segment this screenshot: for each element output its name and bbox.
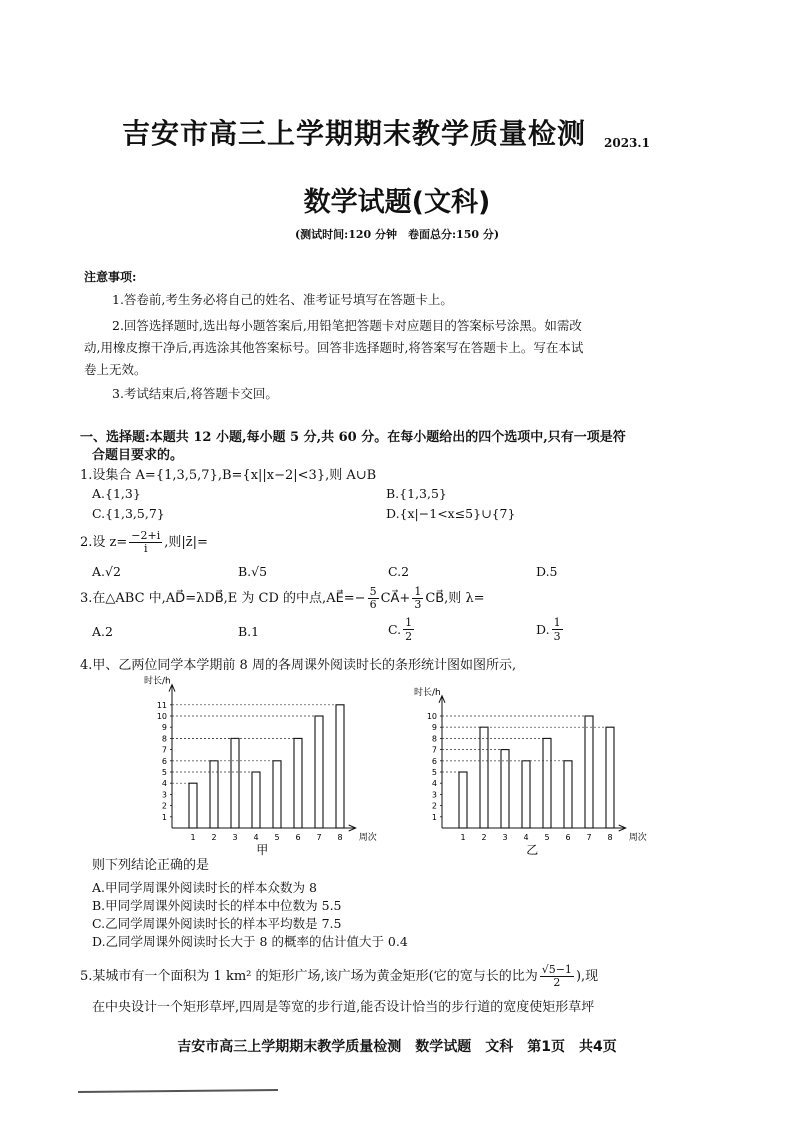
notes-item-2-cont: 动,用橡皮擦干净后,再选涂其他答案标号。回答非选择题时,将答案写在答题卡上。写在本试 — [84, 340, 584, 355]
chart-yi-x-tick-label: 6 — [565, 833, 571, 842]
q4-option-d: D.乙同学周课外阅读时长大于 8 的概率的估计值大于 0.4 — [92, 934, 408, 949]
chart-yi-bar — [459, 772, 467, 828]
q4-option-c: C.乙同学周课外阅读时长的样本平均数是 7.5 — [92, 916, 342, 931]
q4-option-a: A.甲同学周课外阅读时长的样本众数为 8 — [92, 880, 317, 895]
q4-option-b: B.甲同学周课外阅读时长的样本中位数为 5.5 — [92, 898, 342, 913]
chart-yi-bar — [564, 761, 572, 828]
q4-conclusion: 则下列结论正确的是 — [92, 858, 210, 873]
q5-golden-den: 2 — [553, 976, 561, 989]
chart-jia-y-label: 时长/h — [144, 676, 171, 687]
q3-option-d-frac — [552, 616, 563, 643]
chart-yi — [400, 670, 647, 857]
chart-jia-x-tick-label: 2 — [211, 833, 217, 842]
q3-frac2-den: 3 — [414, 598, 422, 611]
chart-jia-y-tick-label: 8 — [161, 734, 167, 744]
chart-yi-bar — [501, 750, 509, 828]
exam-subtitle: 数学试题(文科) — [303, 187, 491, 218]
q3-option-d-label: D. — [536, 622, 550, 637]
q3-frac1 — [368, 586, 379, 611]
q3-option-d-den: 3 — [553, 630, 561, 643]
chart-jia-bar — [273, 761, 281, 828]
chart-jia-bar — [189, 783, 197, 828]
notes-item-2: 2.回答选择题时,选出每小题答案后,用铅笔把答题卡对应题目的答案标号涂黑。如需改 — [112, 318, 582, 333]
q2-option-a: A.√2 — [92, 564, 121, 579]
q1-option-a: A.{1,3} — [92, 486, 141, 501]
q3-stem-text: 3.在△ABC 中,AD⃗=λDB⃗,E 为 CD 的中点,AE⃗=− — [80, 590, 366, 606]
q5-line1-a: 5.某城市有一个面积为 1 km² 的矩形广场,该广场为黄金矩形 — [80, 968, 429, 984]
chart-yi-bar — [543, 738, 551, 828]
chart-jia-y-tick-label: 10 — [156, 712, 167, 721]
chart-jia-y-tick-label: 6 — [161, 756, 167, 766]
section1-heading: 一、选择题:本题共 12 小题,每小题 5 分,共 60 分。在每小题给出的四个选项中,只有一项是符 — [80, 430, 626, 445]
chart-jia-bar — [294, 738, 302, 828]
scan-artifact-line — [78, 1089, 278, 1093]
chart-jia-x-tick-label: 3 — [232, 833, 238, 842]
notes-item-3: 3.考试结束后,将答题卡交回。 — [112, 386, 278, 401]
chart-jia-x-tick-label: 4 — [253, 833, 259, 842]
q2-option-b: B.√5 — [238, 564, 268, 579]
chart-jia-y-tick-label: 4 — [161, 779, 167, 789]
chart-yi-x-tick-label: 3 — [502, 833, 508, 842]
chart-yi-y-tick-label: 10 — [426, 712, 437, 721]
chart-yi-x-tick-label: 7 — [586, 833, 592, 842]
q2-stem-prefix: 2.设 z= — [80, 534, 128, 550]
q2-frac-den: i — [143, 542, 148, 555]
section1-heading-cont: 合题目要求的。 — [92, 448, 184, 463]
chart-yi-y-tick-label: 5 — [431, 768, 437, 777]
chart-yi-bar — [522, 761, 530, 828]
chart-jia-y-tick-label: 7 — [161, 745, 167, 755]
q3-end: CB⃗,则 λ= — [425, 590, 485, 606]
notes-item-1: 1.答卷前,考生务必将自己的姓名、准考证号填写在答题卡上。 — [112, 292, 453, 307]
chart-jia — [130, 670, 377, 857]
q3-stem — [80, 586, 485, 611]
chart-yi-x-tick-label: 4 — [523, 833, 529, 842]
q5-golden-frac — [540, 964, 574, 989]
q2-frac-num: −2+i — [131, 529, 161, 542]
q5-golden-text: (它的宽与长的比为 — [428, 968, 538, 984]
chart-jia-y-tick-label: 9 — [161, 723, 167, 733]
q5-line1-b: ),现 — [575, 968, 599, 984]
q3-frac2 — [412, 586, 423, 611]
chart-yi-x-tick-label: 5 — [544, 833, 550, 842]
chart-yi-x-label: 周次 — [628, 833, 647, 843]
chart-yi-y-tick-label: 1 — [431, 812, 437, 822]
q3-option-a: A.2 — [92, 624, 113, 639]
chart-jia-y-tick-label: 11 — [156, 700, 167, 710]
chart-jia-title: 甲 — [256, 843, 269, 857]
q1-stem: 1.设集合 A={1,3,5,7},B={x||x−2|<3},则 A∪B — [80, 468, 377, 483]
q3-option-c-num: 1 — [405, 616, 413, 629]
chart-yi-y-tick-label: 6 — [431, 756, 437, 766]
chart-jia-bar — [315, 716, 323, 828]
chart-yi-x-tick-label: 8 — [607, 833, 613, 842]
q3-frac1-den: 6 — [369, 598, 377, 611]
q3-frac1-num: 5 — [369, 585, 377, 598]
q3-option-c — [388, 616, 414, 643]
q3-mid: CA⃗+ — [380, 590, 411, 606]
q2-option-d: D.5 — [536, 564, 558, 579]
q1-option-d: D.{x|−1<x≤5}∪{7} — [386, 506, 516, 521]
q5-golden-num: √5−1 — [541, 963, 572, 976]
exam-title: 吉安市高三上学期期末教学质量检测 — [122, 117, 587, 150]
chart-jia-x-tick-label: 5 — [274, 833, 280, 842]
chart-yi-y-tick-label: 4 — [431, 779, 437, 789]
chart-jia-bar — [336, 705, 344, 828]
q3-option-d-num: 1 — [553, 616, 561, 629]
chart-jia-x-tick-label: 7 — [316, 833, 322, 842]
chart-jia-x-tick-label: 6 — [295, 833, 301, 842]
q3-option-d — [536, 616, 563, 643]
chart-jia-y-tick-label: 2 — [161, 801, 167, 811]
chart-yi-bar — [480, 727, 488, 828]
q3-option-b: B.1 — [238, 624, 260, 639]
q5-line1 — [80, 964, 598, 989]
q5-line2: 在中央设计一个矩形草坪,四周是等宽的步行道,能否设计恰当的步行道的宽度使矩形草坪 — [92, 1000, 595, 1015]
exam-date: 2023.1 — [604, 136, 650, 150]
q2-stem-suffix: ,则|z̄|= — [164, 534, 208, 550]
exam-info: (测试时间:120 分钟 卷面总分:150 分) — [294, 228, 500, 241]
chart-jia-y-tick-label: 1 — [161, 812, 167, 822]
q3-option-c-den: 2 — [405, 630, 413, 643]
chart-yi-x-tick-label: 1 — [460, 833, 466, 842]
q3-option-c-label: C. — [388, 622, 402, 637]
q3-option-c-frac — [403, 616, 414, 643]
chart-jia-bar — [231, 738, 239, 828]
q4-stem: 4.甲、乙两位同学本学期前 8 周的各周课外阅读时长的条形统计图如图所示, — [80, 658, 517, 673]
chart-yi-x-tick-label: 2 — [481, 833, 487, 842]
notes-heading: 注意事项: — [84, 270, 137, 284]
chart-yi-y-tick-label: 3 — [431, 790, 437, 800]
chart-yi-y-tick-label: 2 — [431, 801, 437, 811]
q3-frac2-num: 1 — [414, 585, 422, 598]
chart-yi-bar — [606, 727, 614, 828]
chart-yi-y-tick-label: 9 — [431, 723, 437, 733]
chart-jia-bar — [210, 761, 218, 828]
chart-jia-x-tick-label: 1 — [190, 833, 196, 842]
notes-item-2-end: 卷上无效。 — [84, 362, 147, 377]
q2-option-c: C.2 — [388, 564, 410, 579]
chart-jia-x-tick-label: 8 — [337, 833, 343, 842]
chart-yi-y-tick-label: 8 — [431, 734, 437, 744]
chart-yi-y-label: 时长/h — [414, 687, 441, 698]
q1-option-b: B.{1,3,5} — [386, 486, 447, 501]
chart-jia-y-tick-label: 3 — [161, 790, 167, 800]
chart-yi-title: 乙 — [526, 843, 539, 857]
chart-yi-bar — [585, 716, 593, 828]
chart-yi-y-tick-label: 7 — [431, 745, 437, 755]
page-footer: 吉安市高三上学期期末教学质量检测 数学试题 文科 第1页 共4页 — [177, 1039, 617, 1055]
q2-stem — [80, 530, 208, 555]
chart-jia-y-tick-label: 5 — [161, 768, 167, 777]
q1-option-c: C.{1,3,5,7} — [92, 506, 165, 521]
chart-jia-bar — [252, 772, 260, 828]
chart-jia-x-label: 周次 — [358, 833, 377, 843]
q2-fraction — [129, 530, 162, 555]
